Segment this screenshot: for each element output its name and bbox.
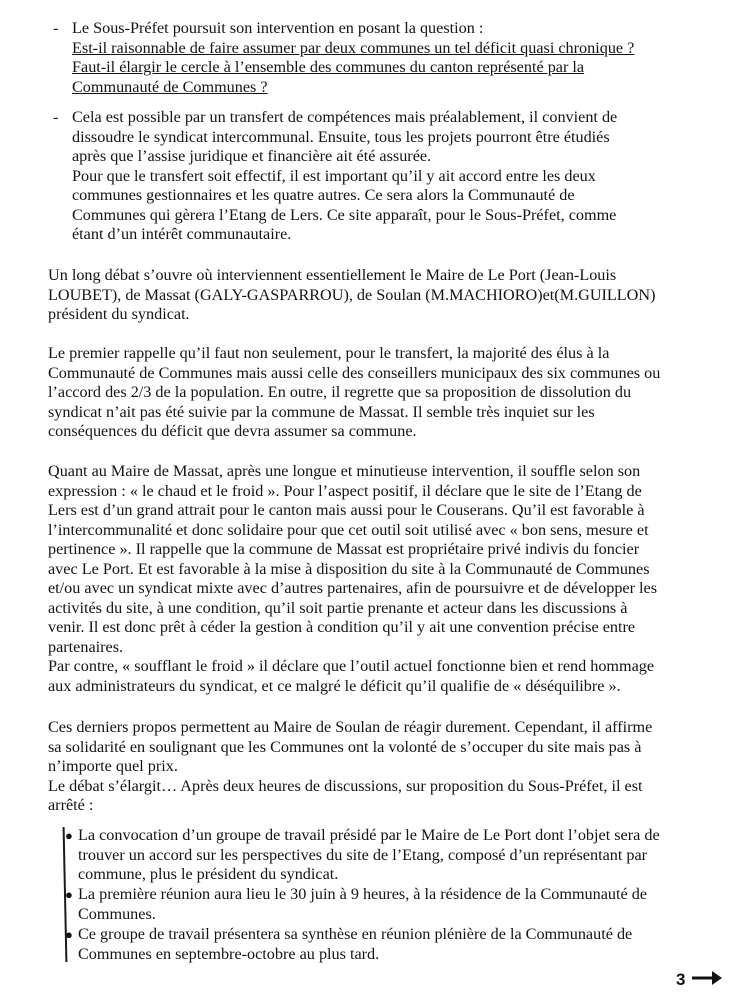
paragraph-soulan-mayor: Ces derniers propos permettent au Maire de Soulan de réagir durement. Cependant, il affirme sa solidarité en soulignant que les Communes ont la volonté de s’occuper du site mais pas à n’importe quel prix. Le débat s’élargit… Après deux heures de discussions, sur proposition du Sous-Préfet, il est arrêté : (48, 718, 653, 814)
dash-marker: - (53, 19, 59, 37)
list-item-text: Ce groupe de travail présentera sa synthèse en réunion plénière de la Communauté de Communes en septembre-octobre au plus tard. (78, 925, 633, 963)
list-item (65, 826, 718, 885)
paragraph-first-mayor: Le premier rappelle qu’il faut non seulement, pour le transfert, la majorité des élus à la Communauté de Communes mais aussi celle des conseillers municipaux des six communes ou l’accord des 2/3 de la population. En outre, il regrette que sa proposition de dissolution du syndicat n’ait pas été suivie par la commune de Massat. Il semble très inquiet sur les conséquences du déficit que devra assumer sa commune. (48, 344, 661, 440)
list-item-text: La convocation d’un groupe de travail présidé par le Maire de Le Port dont l’objet sera de trouver un accord sur les perspectives du site de l’Etang, composé d’un représentant par commune, plus le président du syndicat. (78, 826, 660, 883)
list-item (65, 925, 718, 964)
dash-item-question (53, 19, 718, 97)
list-item-text: La première réunion aura lieu le 30 juin à 9 heures, à la résidence de la Communauté de Communes. (78, 885, 648, 923)
dash-marker: - (53, 108, 59, 126)
dash-item-intro: Le Sous-Préfet poursuit son intervention en posant la question : (72, 19, 484, 37)
bullet-dot-icon: ● (65, 828, 73, 843)
paragraph-massat-mayor: Quant au Maire de Massat, après une longue et minutieuse intervention, il souffle selon son expression : « le chaud et le froid ». Pour l’aspect positif, il déclare que le site de l’Etang de Lers est d’un grand attrait pour le canton mais aussi pour le Couserans. Qu’il est favorable à l’intercommunalité et donc solidaire pour que cet outil soit utilisé avec « bon sens, mesure et pertinence ». Il rappelle que la commune de Massat est propriétaire privé indivis du foncier avec Le Port. Et est favorable à la mise à disposition du site à la Communauté de Communes et/ou avec un syndicat mixte avec d’autres partenaires, afin de poursuivre et de développer les activités du site, à une condition, qu’il soit partie prenante et acteur dans les discussions à venir. Il est donc prêt à céder la gestion à condition qu’il y ait une convention précise entre partenaires. Par contre, « soufflant le froid » il déclare que l’outil actuel fonctionne bien et rend hommage aux administrateurs du syndicat, et ce malgré le déficit qu’il qualifie de « déséquilibre ». (48, 462, 658, 695)
list-item (65, 885, 718, 924)
underlined-question: Est-il raisonnable de faire assumer par deux communes un tel déficit quasi chronique ? Faut-il élargir le cercle à l’ensemble des communes du canton représenté par la Communauté de Communes ? (72, 38, 635, 96)
dash-item-transfer (53, 108, 718, 245)
bullet-dot-icon: ● (65, 927, 73, 942)
paragraph-debate: Un long débat s’ouvre où interviennent essentiellement le Maire de Le Port (Jean-Louis LOUBET), de Massat (GALY-GASPARROU), de Soulan (M.MACHIORO)et(M.GUILLON) président du syndicat. (48, 266, 656, 323)
bullet-dot-icon: ● (65, 887, 73, 902)
page-number: 3 (676, 970, 686, 989)
dash-item-text: Cela est possible par un transfert de compétences mais préalablement, il convient de dissoudre le syndicat intercommunal. Ensuite, tous les projets pourront être étudiés après que l’assise juridique et financière ait été assurée. Pour que le transfert soit effectif, il est important qu’il y ait accord entre les deux communes gestionnaires et les quatre autres. Ce sera alors la Communauté de Communes qui gèrera l’Etang de Lers. Ce site apparaît, pour le Sous-Préfet, comme étant d’un intérêt communautaire. (72, 108, 618, 243)
right-arrow-icon (690, 967, 724, 989)
